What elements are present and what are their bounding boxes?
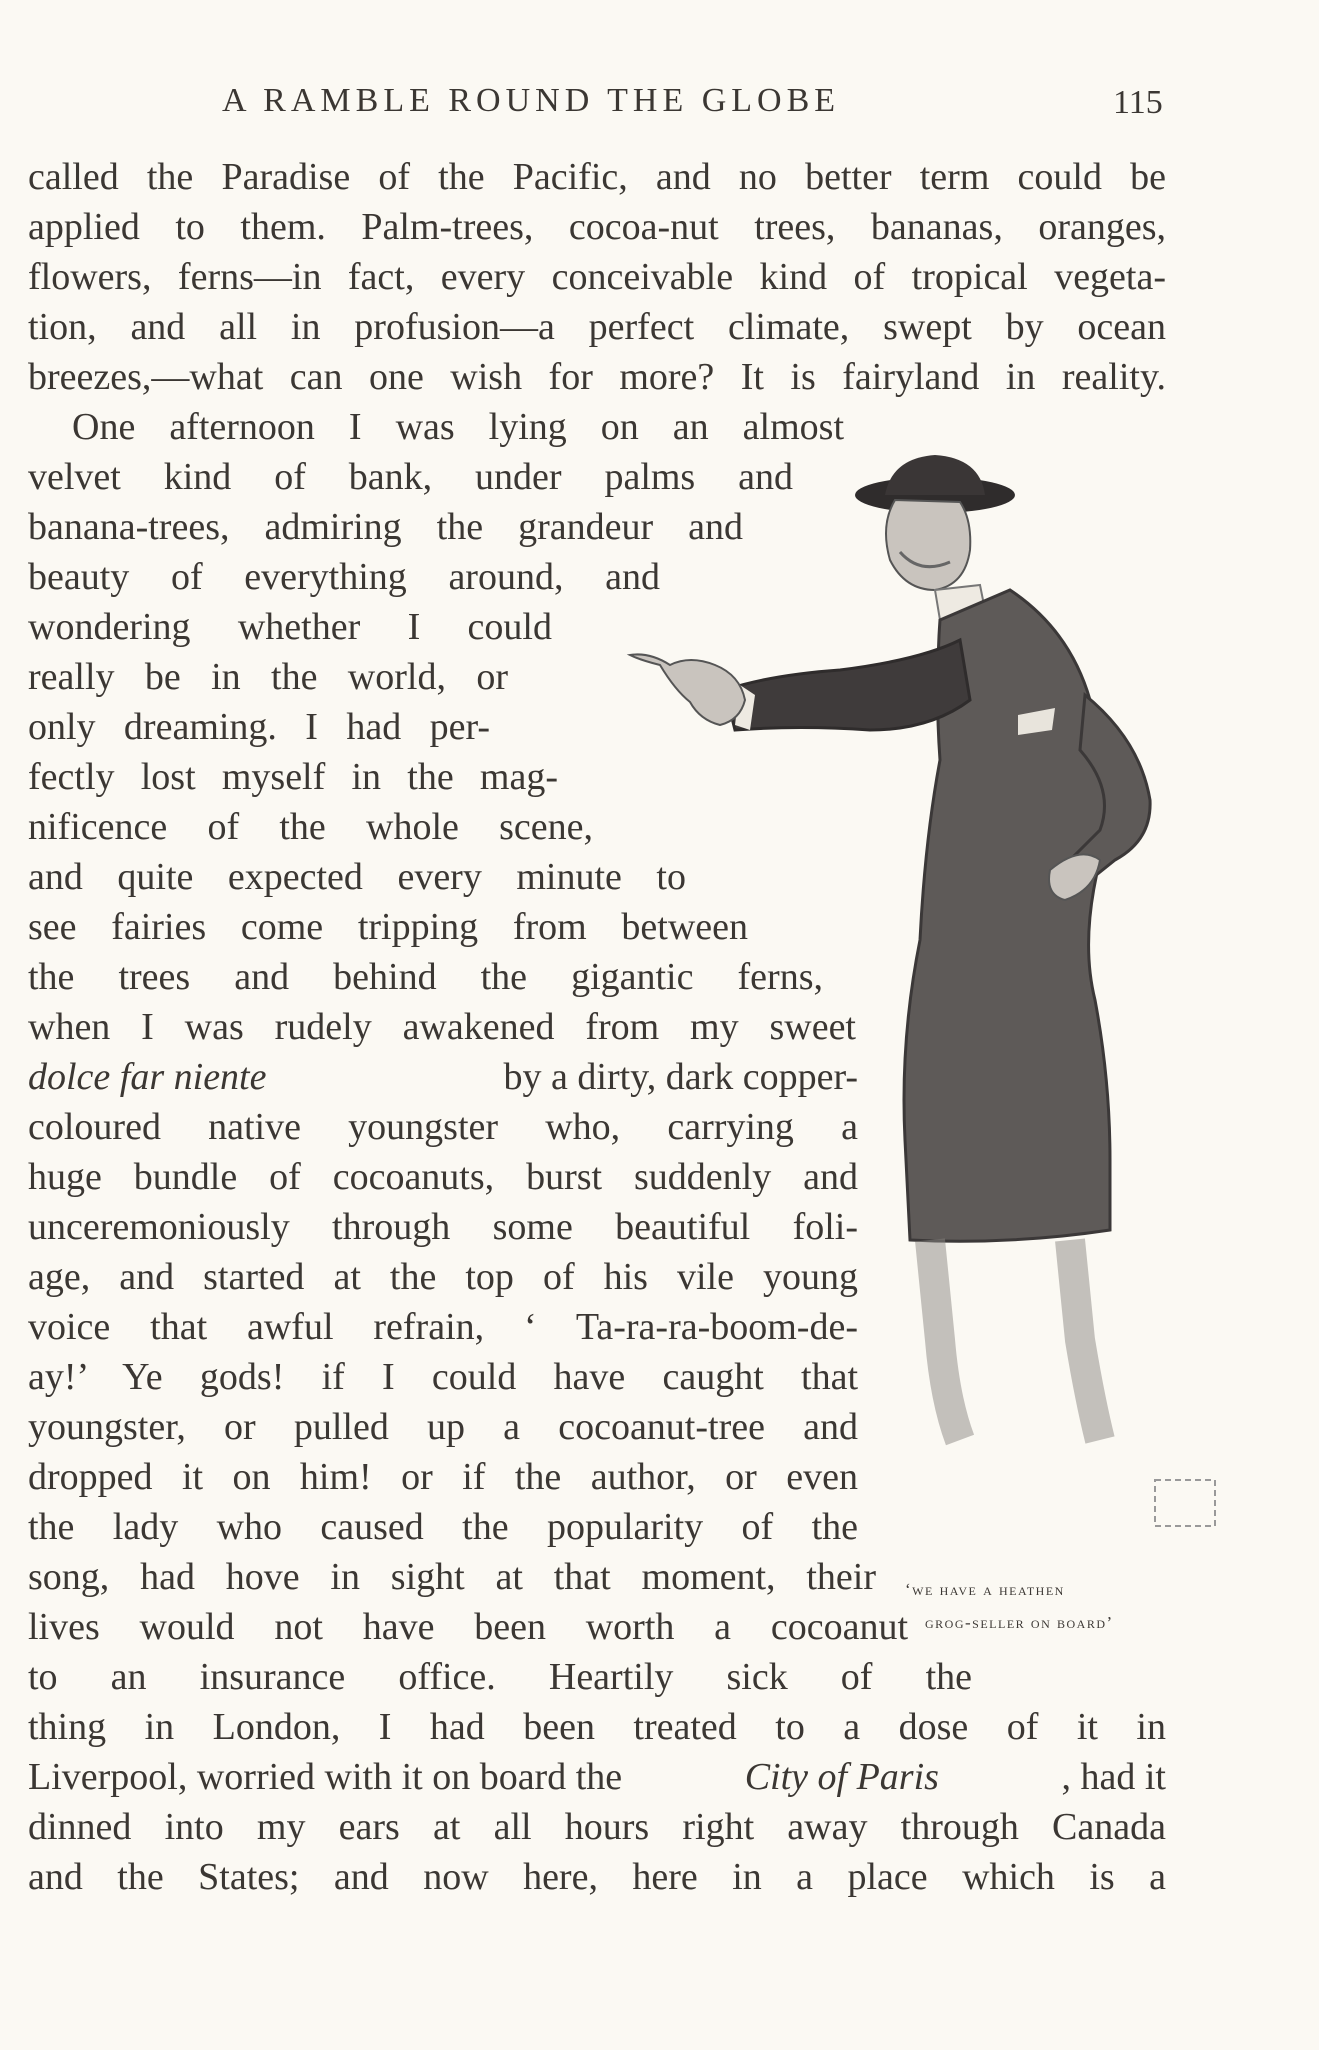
right-leg [1070,1240,1100,1440]
pointing-hand [630,654,745,725]
text-line: lives would not have been worth a cocoanut [28,1606,908,1648]
text-line: called the Paradise of the Pacific, and no better term could be [28,156,1166,198]
text-line: really be in the world, or [28,656,508,698]
text-line: the lady who caused the popularity of the [28,1506,858,1548]
text-line: and the States; and now here, here in a place which is a [28,1856,1166,1898]
text-line: applied to them. Palm-trees, cocoa-nut trees, bananas, oranges, [28,206,1166,248]
text-line: and quite expected every minute to [28,856,686,898]
pointing-arm [725,640,970,730]
text-line: dinned into my ears at all hours right away through Canada [28,1806,1166,1848]
text-line: see fairies come tripping from between [28,906,748,948]
text-line: when I was rudely awakened from my sweet [28,1006,856,1048]
left-leg [930,1240,960,1440]
text-line: wondering whether I could [28,606,552,648]
text-line: age, and started at the top of his vile young [28,1256,858,1298]
text-line: youngster, or pulled up a cocoanut-tree and [28,1406,858,1448]
figure-caption-line2: grog-seller on board’ [925,1613,1114,1632]
text-line: thing in London, I had been treated to a dose of it in [28,1706,1166,1748]
head [886,500,970,590]
text-line: banana-trees, admiring the grandeur and [28,506,743,548]
monogram-mark [1155,1480,1215,1526]
text-line-italic [28,1752,1166,1802]
text-line: ay!’ Ye gods! if I could have caught that [28,1356,858,1398]
figure-caption-line1: ‘we have a heathen [905,1580,1065,1599]
italic-phrase: City of Paris [744,1756,939,1798]
illustration-man-pointing [540,440,1260,1580]
text-line: velvet kind of bank, under palms and [28,456,793,498]
text-fragment: by a dirty, dark copper- [503,1056,858,1098]
text-line: One afternoon I was lying on an almost [72,406,844,448]
text-fragment: Liverpool, worried with it on board the [28,1756,623,1798]
text-line: breezes,—what can one wish for more? It is fairyland in reality. [28,356,1166,398]
text-line: voice that awful refrain, ‘ Ta-ra-ra-boom-de- [28,1306,858,1348]
text-line: the trees and behind the gigantic ferns, [28,956,823,998]
text-line: tion, and all in profusion—a perfect climate, swept by ocean [28,306,1166,348]
text-line: nificence of the whole scene, [28,806,593,848]
text-line: unceremoniously through some beautiful foli- [28,1206,858,1248]
text-line: flowers, ferns—in fact, every conceivable kind of tropical vegeta- [28,256,1166,298]
text-line: huge bundle of cocoanuts, burst suddenly and [28,1156,858,1198]
text-line: fectly lost myself in the mag- [28,756,558,798]
running-title: A RAMBLE ROUND THE GLOBE [222,82,841,119]
hat-crown [885,455,985,495]
italic-phrase: dolce far niente [28,1056,267,1098]
text-fragment: , had it [1061,1756,1166,1798]
text-line: coloured native youngster who, carrying a [28,1106,858,1148]
text-line: dropped it on him! or if the author, or even [28,1456,858,1498]
text-line: to an insurance office. Heartily sick of the [28,1656,972,1698]
text-line: only dreaming. I had per- [28,706,490,748]
text-line: song, had hove in sight at that moment, their [28,1556,876,1598]
page-number: 115 [1113,84,1163,121]
text-line: beauty of everything around, and [28,556,660,598]
